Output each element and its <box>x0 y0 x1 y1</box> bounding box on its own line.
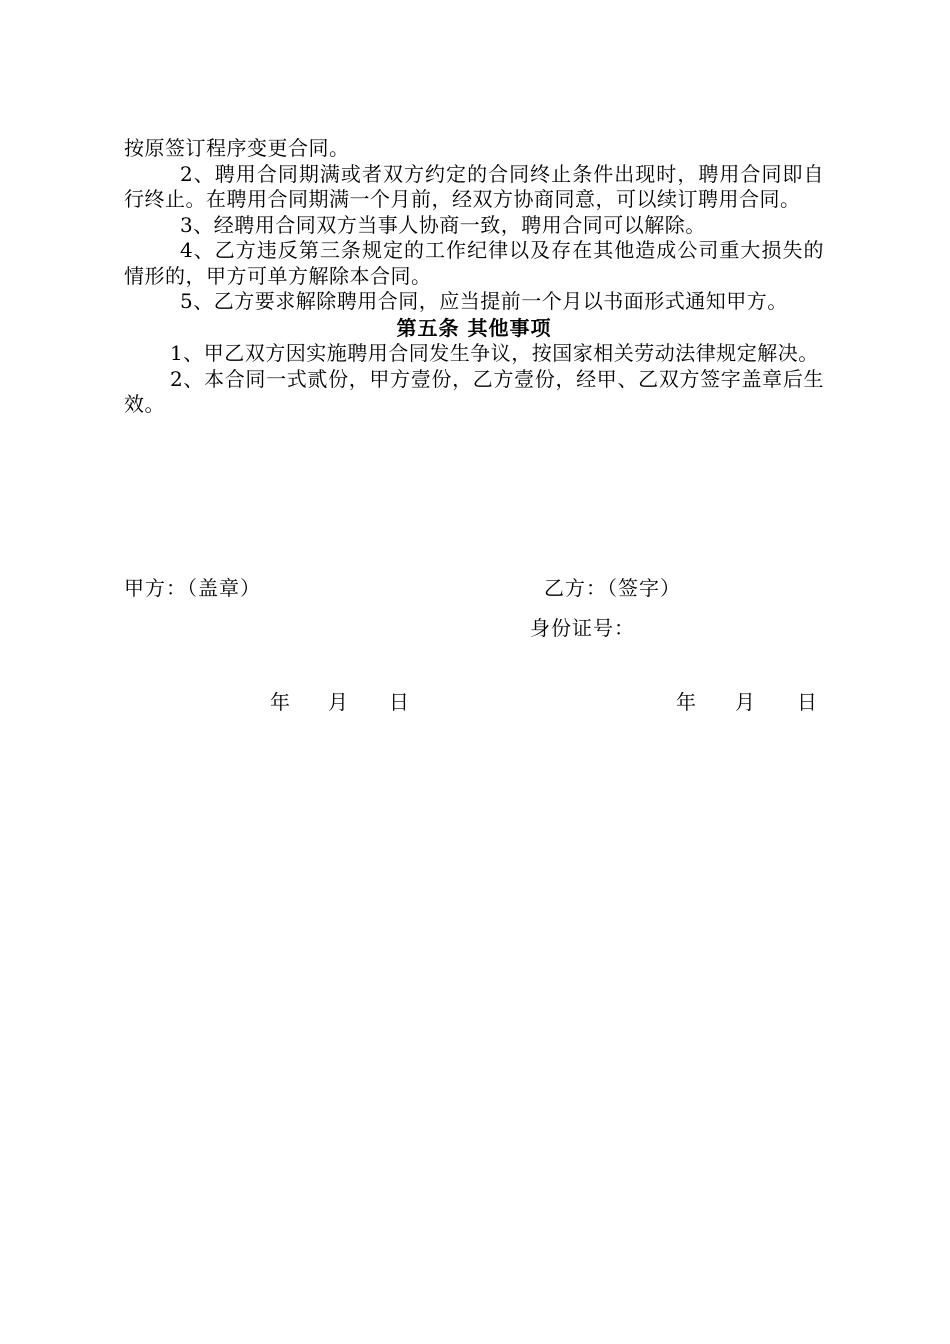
party-a-date-month: 月 <box>328 690 348 714</box>
party-b-date-month: 月 <box>735 690 755 714</box>
paragraph-copies-effective: 2、本合同一式贰份，甲方壹份，乙方壹份，经甲、乙双方签字盖章后生效。 <box>124 366 824 416</box>
paragraph-dispute-resolution: 1、甲乙双方因实施聘用合同发生争议，按国家相关劳动法律规定解决。 <box>170 341 819 365</box>
paragraph-change-contract: 按原签订程序变更合同。 <box>124 136 350 160</box>
party-a-seal-label: 甲方：（盖章） <box>124 576 261 600</box>
paragraph-term-end: 2、聘用合同期满或者双方约定的合同终止条件出现时，聘用合同即自行终止。在聘用合同期满一个月前，经双方协商同意，可以续订聘用合同。 <box>124 161 824 211</box>
contract-body <box>124 136 824 418</box>
party-a-date-day: 日 <box>389 690 409 714</box>
paragraph-mutual-termination: 3、经聘用合同双方当事人协商一致，聘用合同可以解除。 <box>180 212 706 237</box>
section-heading-other-matters: 第五条 其他事项 <box>396 315 552 340</box>
party-b-date-day: 日 <box>797 690 817 714</box>
party-b-date-year: 年 <box>676 690 696 714</box>
paragraph-resignation-notice: 5、乙方要求解除聘用合同，应当提前一个月以书面形式通知甲方。 <box>180 289 788 313</box>
party-a-date-year: 年 <box>270 690 290 714</box>
id-number-label: 身份证号： <box>530 616 635 640</box>
paragraph-unilateral-termination: 4、乙方违反第三条规定的工作纪律以及存在其他造成公司重大损失的情形的，甲方可单方解除本合同。 <box>124 238 824 288</box>
party-b-signature-label: 乙方：（签字） <box>544 576 681 600</box>
